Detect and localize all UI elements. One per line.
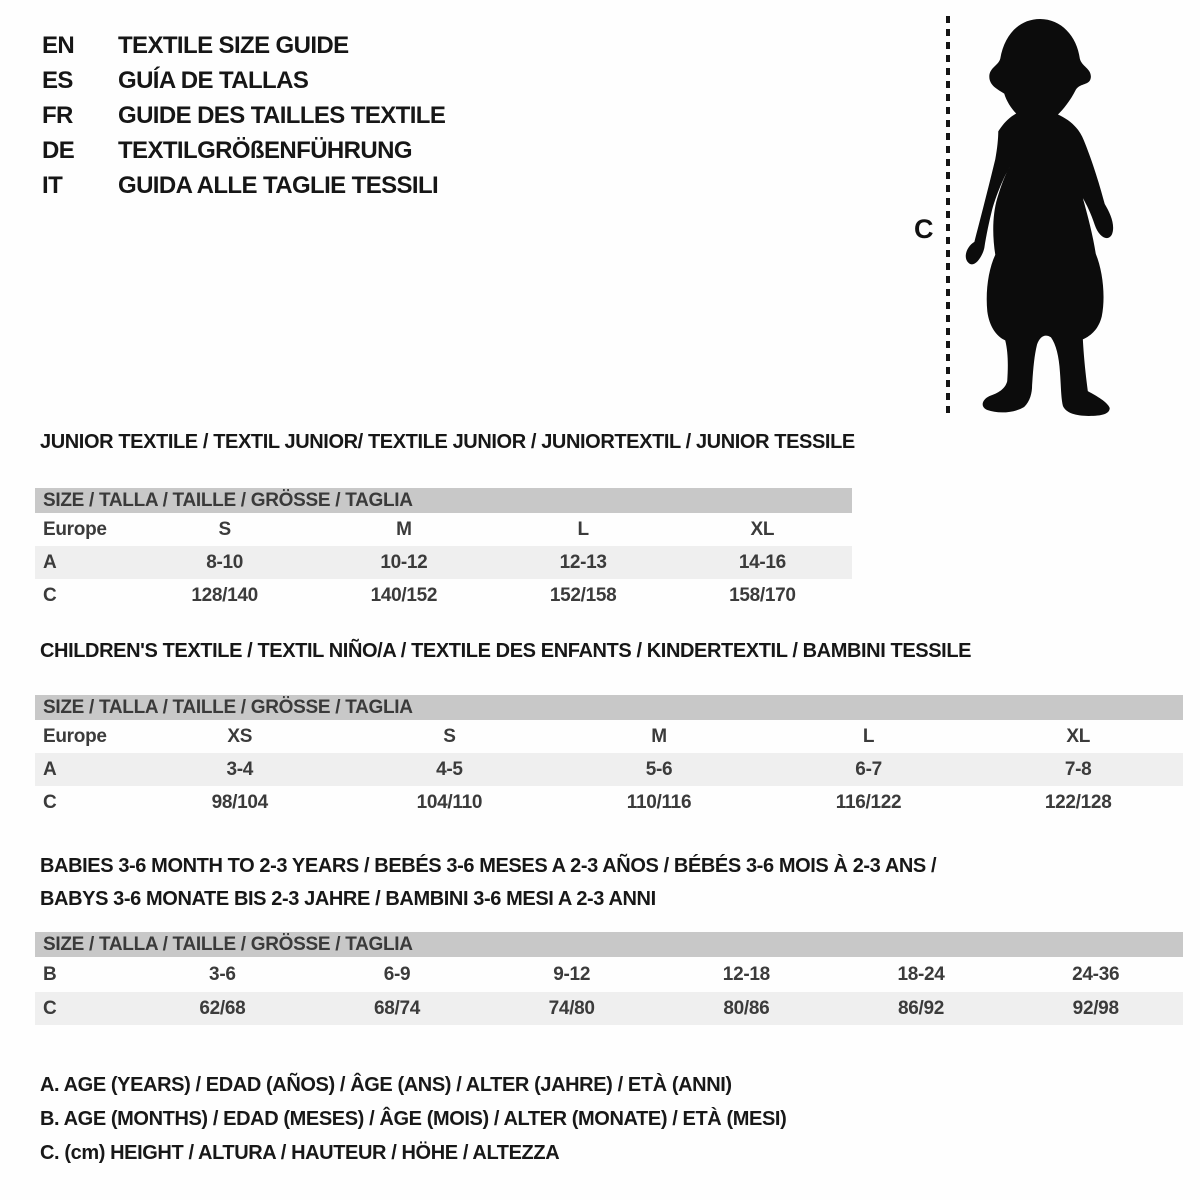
months-cell: 18-24 (897, 963, 945, 985)
size-header-bar: SIZE / TALLA / TAILLE / GRÖSSE / TAGLIA (35, 932, 1183, 957)
language-code: EN (42, 31, 75, 59)
height-measure-dashed-line (946, 16, 950, 414)
size-header-bar: SIZE / TALLA / TAILLE / GRÖSSE / TAGLIA (35, 488, 852, 513)
measure-label-c: C (914, 214, 934, 244)
height-cell: 92/98 (1072, 997, 1119, 1019)
height-cell: 110/116 (626, 791, 692, 813)
age-cell: 10-12 (380, 551, 428, 573)
age-cell: 5-6 (645, 758, 673, 780)
row-label: C (43, 791, 57, 813)
section-childrens-textile (35, 639, 1183, 819)
legend-line-a: A. AGE (YEARS) / EDAD (AÑOS) / ÂGE (ANS) / ALTER (JAHRE) / ETÀ (ANNI) (40, 1074, 732, 1096)
size-cell: XL (1066, 725, 1091, 747)
language-label: GUIDA ALLE TAGLIE TESSILI (118, 171, 439, 199)
row-label: Europe (43, 518, 107, 540)
height-cell: 158/170 (729, 584, 796, 606)
section-babies-textile (35, 850, 1183, 1025)
height-cell: 104/110 (416, 791, 483, 813)
language-label: GUÍA DE TALLAS (118, 66, 309, 94)
language-code: ES (42, 66, 73, 94)
row-label: A (43, 551, 57, 573)
section-title-line2: BABYS 3-6 MONATE BIS 2-3 JAHRE / BAMBINI 3-6 MESI A 2-3 ANNI (40, 888, 656, 910)
row-label: Europe (43, 725, 107, 747)
language-label: GUIDE DES TAILLES TEXTILE (118, 101, 446, 129)
height-cell: 140/152 (370, 584, 438, 606)
table-row-age (35, 753, 1183, 786)
table-row-height (35, 786, 1183, 819)
section-title: JUNIOR TEXTILE / TEXTIL JUNIOR/ TEXTILE JUNIOR / JUNIORTEXTIL / JUNIOR TESSILE (40, 431, 855, 453)
age-cell: 6-7 (855, 758, 882, 780)
language-row-it (42, 168, 445, 203)
size-table-junior (35, 513, 852, 612)
language-row-de (42, 133, 445, 168)
size-cell: M (396, 518, 412, 540)
row-label: C (43, 997, 57, 1019)
language-row-en (42, 28, 445, 63)
legend-line-c: C. (cm) HEIGHT / ALTURA / HAUTEUR / HÖHE / ALTEZZA (40, 1142, 560, 1164)
age-cell: 4-5 (436, 758, 463, 780)
table-row-europe (35, 720, 1183, 753)
age-cell: 8-10 (206, 551, 244, 573)
language-label: TEXTILE SIZE GUIDE (118, 31, 349, 59)
size-cell: L (577, 518, 589, 540)
height-cell: 152/158 (549, 584, 617, 606)
size-cell: L (862, 725, 875, 747)
height-cell: 74/80 (548, 997, 595, 1019)
row-label: A (43, 758, 57, 780)
row-label: C (43, 584, 57, 606)
size-cell: XL (750, 518, 775, 540)
height-cell: 86/92 (898, 997, 945, 1019)
section-junior-textile (35, 430, 855, 612)
height-cell: 62/68 (199, 997, 246, 1019)
row-label: B (43, 963, 57, 985)
height-cell: 122/128 (1044, 791, 1112, 813)
section-title: CHILDREN'S TEXTILE / TEXTIL NIÑO/A / TEXTILE DES ENFANTS / KINDERTEXTIL / BAMBINI TESSILE (40, 640, 972, 662)
size-cell: XS (227, 725, 253, 747)
language-code: IT (42, 171, 63, 199)
legend (40, 1068, 786, 1170)
height-cell: 128/140 (191, 584, 258, 606)
months-cell: 9-12 (553, 963, 591, 985)
size-table-babies (35, 957, 1183, 1025)
table-row-height (35, 992, 1183, 1025)
language-row-fr (42, 98, 445, 133)
age-cell: 12-13 (559, 551, 607, 573)
age-cell: 3-4 (226, 758, 254, 780)
language-code: DE (42, 136, 75, 164)
height-cell: 80/86 (723, 997, 770, 1019)
table-row-age (35, 546, 852, 579)
table-row-height (35, 579, 852, 612)
months-cell: 6-9 (383, 963, 411, 985)
size-header-bar: SIZE / TALLA / TAILLE / GRÖSSE / TAGLIA (35, 695, 1183, 720)
size-cell: M (651, 725, 667, 747)
months-cell: 24-36 (1072, 963, 1120, 985)
legend-line-b: B. AGE (MONTHS) / EDAD (MESES) / ÂGE (MOIS) / ALTER (MONATE) / ETÀ (MESI) (40, 1108, 787, 1130)
language-label: TEXTILGRÖßENFÜHRUNG (118, 136, 412, 164)
section-title-line1: BABIES 3-6 MONTH TO 2-3 YEARS / BEBÉS 3-6 MESES A 2-3 AÑOS / BÉBÉS 3-6 MOIS À 2-3 ANS / (40, 855, 937, 877)
language-row-es (42, 63, 445, 98)
height-cell: 68/74 (373, 997, 421, 1019)
size-table-children (35, 720, 1183, 819)
age-cell: 14-16 (738, 551, 786, 573)
table-row-europe (35, 513, 852, 546)
language-code: FR (42, 101, 73, 129)
height-cell: 98/104 (211, 791, 268, 813)
height-cell: 116/122 (835, 791, 902, 813)
months-cell: 12-18 (722, 963, 770, 985)
language-list (42, 28, 445, 203)
toddler-silhouette-icon (962, 14, 1142, 417)
months-cell: 3-6 (209, 963, 236, 985)
size-cell: S (218, 518, 231, 540)
size-cell: S (443, 725, 456, 747)
table-row-months (35, 957, 1183, 992)
age-cell: 7-8 (1064, 758, 1092, 780)
